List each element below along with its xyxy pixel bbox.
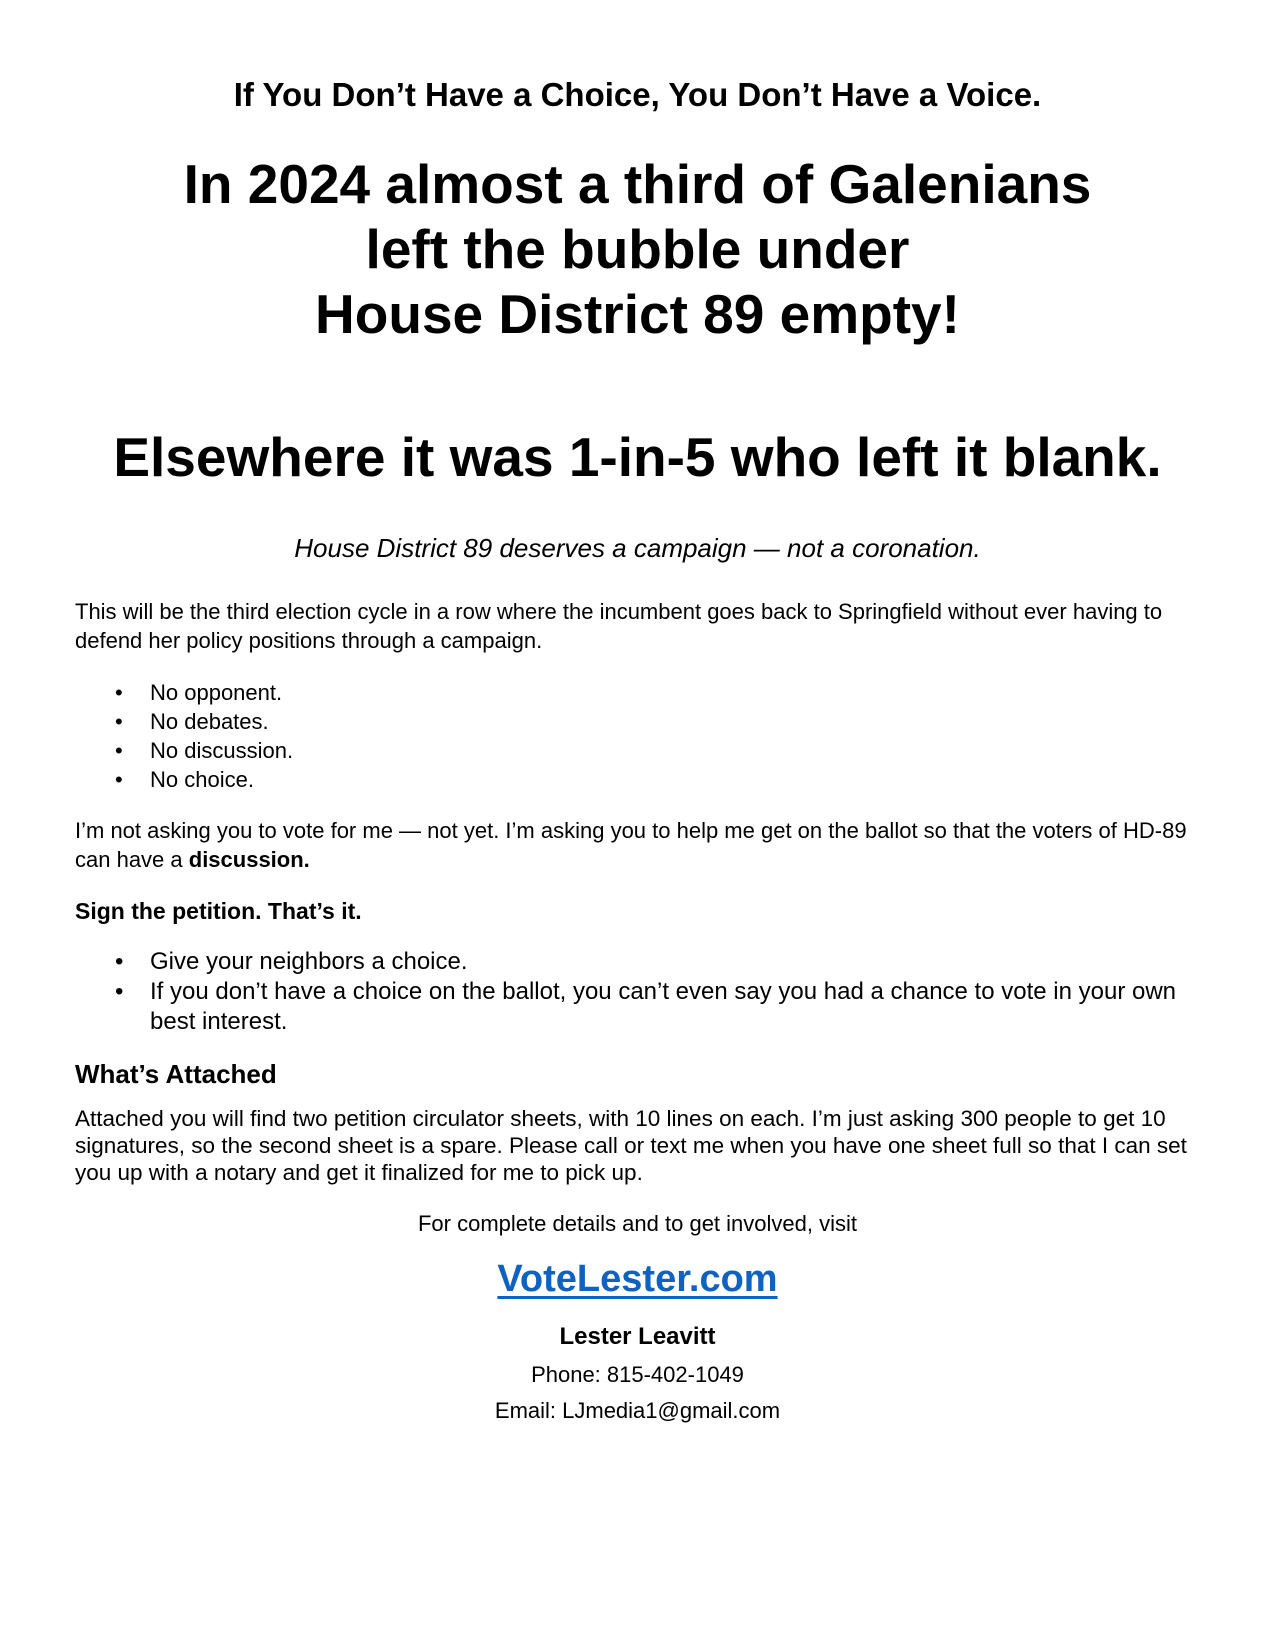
headline-line: In 2024 almost a third of Galenians — [183, 153, 1092, 215]
website-link[interactable]: VoteLester.com — [497, 1258, 778, 1300]
list-item: • No opponent. — [75, 678, 1205, 707]
elsewhere-statement: Elsewhere it was 1-in-5 who left it blank. — [113, 426, 1162, 488]
no-list — [75, 678, 1205, 794]
list-item: • No discussion. — [75, 736, 1205, 765]
intro-paragraph: This will be the third election cycle in a row where the incumbent goes back to Springfield without ever having to defend her policy positions through a campaign. — [75, 599, 1163, 653]
candidate-name: Lester Leavitt — [559, 1323, 716, 1350]
ask-paragraph — [75, 816, 1205, 874]
ask-text: I’m not asking you to vote for me — not yet. I’m asking you to help me get on the ballot so that the voters of HD-89 can have a — [75, 818, 1187, 872]
visit-text: For complete details and to get involved, visit — [417, 1211, 857, 1236]
headline — [0, 152, 1275, 347]
phone: Phone: 815-402-1049 — [531, 1362, 744, 1387]
list-item: • No choice. — [75, 765, 1205, 794]
list-item: • No debates. — [75, 707, 1205, 736]
attached-paragraph: Attached you will find two petition circulator sheets, with 10 lines on each. I’m just asking 300 people to get 10 signatures, so the second sheet is a spare. Please call or text me when you have one sheet full so that I can set you up with a notary and get it finalized for me to pick up. — [75, 1106, 1187, 1185]
list-item: • Give your neighbors a choice. — [75, 947, 1205, 977]
sign-heading: Sign the petition. That’s it. — [75, 898, 362, 924]
headline-line: House District 89 empty! — [315, 283, 960, 345]
subtitle: House District 89 deserves a campaign — not a coronation. — [294, 533, 981, 563]
tagline: If You Don’t Have a Choice, You Don’t Have a Voice. — [233, 76, 1042, 113]
ask-bold: discussion. — [188, 847, 310, 872]
headline-line: left the bubble under — [365, 218, 910, 280]
email: Email: LJmedia1@gmail.com — [494, 1398, 781, 1423]
list-item: • If you don’t have a choice on the ballot, you can’t even say you had a chance to vote in your own best interest. — [75, 977, 1205, 1037]
sign-list — [75, 947, 1205, 1037]
attached-heading: What’s Attached — [75, 1059, 277, 1089]
